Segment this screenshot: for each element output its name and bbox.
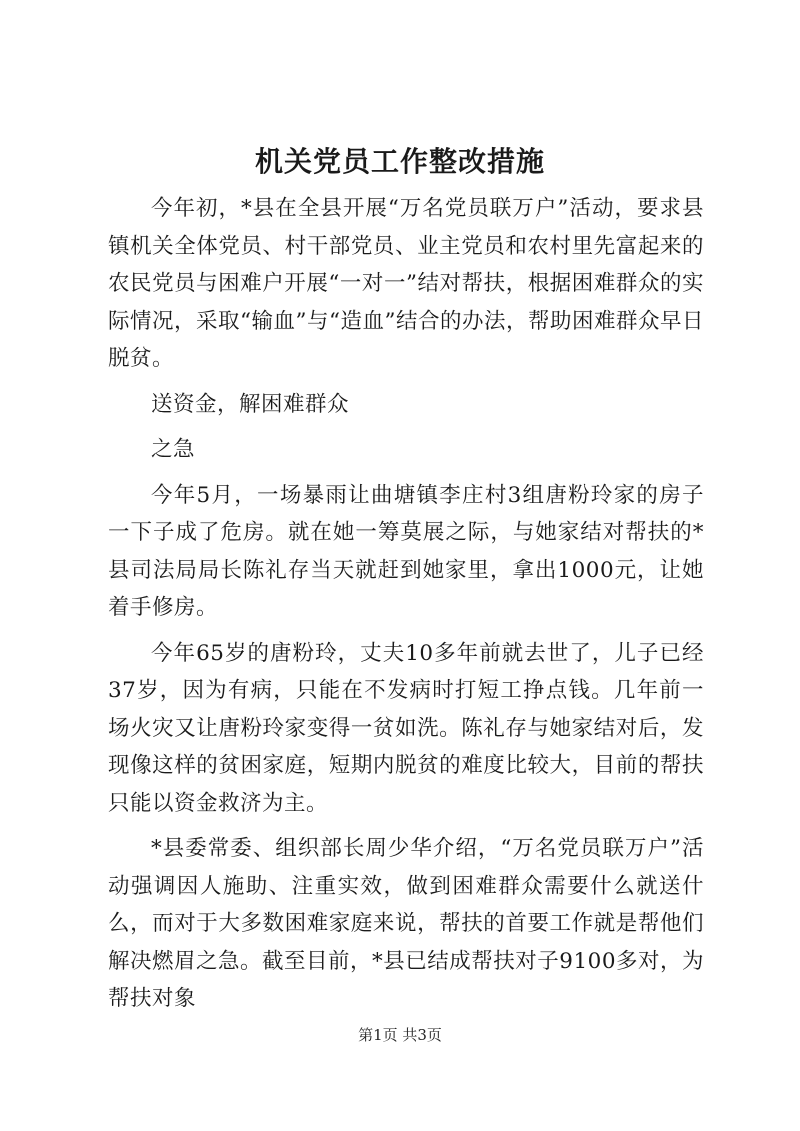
- paragraph-intro: 今年初，*县在全县开展“万名党员联万户”活动，要求县镇机关全体党员、村干部党员、业主党员和农村里先富起来的农民党员与困难户开展“一对一”结对帮扶，根据困难群众的实际情况，采取“输血”与“造血”结合的办法，帮助困难群众早日脱贫。: [108, 196, 704, 371]
- page-number-footer: 第1页 共3页: [358, 1026, 442, 1044]
- paragraph-tang-fenling: 今年65岁的唐粉玲，丈夫10多年前就去世了，儿子已经37岁，因为有病，只能在不发病时打短工挣点钱。几年前一场火灾又让唐粉玲家变得一贫如洗。陈礼存与她家结对后，发现像这样的贫困家庭，短期内脱贫的难度比较大，目前的帮扶只能以资金救济为主。: [108, 640, 704, 816]
- document-title: 机关党员工作整改措施: [254, 145, 545, 178]
- paragraph-zhou-shaohua: *县委常委、组织部长周少华介绍，“万名党员联万户”活动强调因人施助、注重实效，做到困难群众需要什么就送什么，而对于大多数困难家庭来说，帮扶的首要工作就是帮他们解决燃眉之急。截至目前，*县已结成帮扶对子9100多对，为帮扶对象: [108, 836, 704, 1011]
- paragraph-storm: 今年5月，一场暴雨让曲塘镇李庄村3组唐粉玲家的房子一下子成了危房。就在她一筹莫展之际，与她家结对帮扶的*县司法局局长陈礼存当天就赶到她家里，拿出1000元，让她着手修房。: [108, 482, 704, 620]
- section-heading-line-2: 之急: [151, 437, 196, 462]
- document-body: [108, 190, 704, 1018]
- section-heading-line-1: 送资金，解困难群众: [151, 391, 350, 417]
